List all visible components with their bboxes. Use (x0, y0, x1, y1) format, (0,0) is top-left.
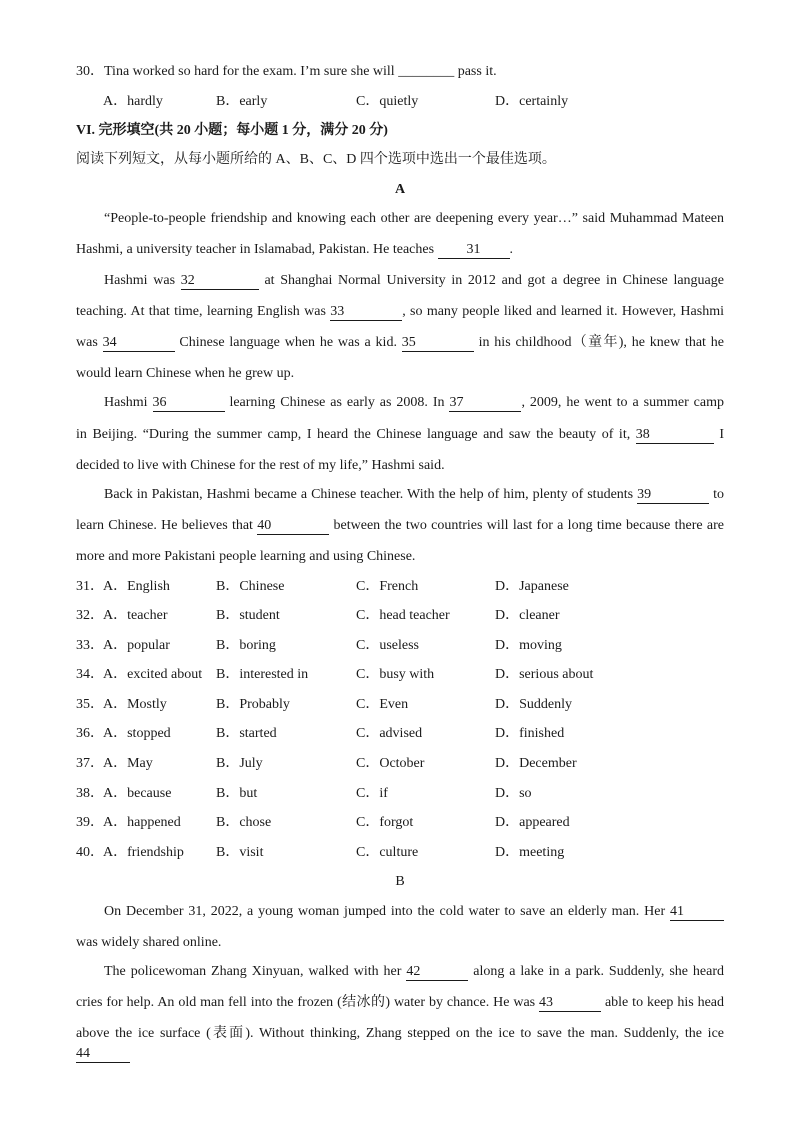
text-fragment: Hashmi, a university teacher in Islamabad, Pakistan. He teaches (76, 242, 438, 257)
blank-41: 41 (670, 904, 724, 921)
text-fragment: able to keep his head (601, 995, 724, 1010)
question-39 (76, 813, 736, 833)
passage-b-line-1 (104, 902, 724, 922)
text-fragment: to (709, 487, 725, 502)
section-instruction: 阅读下列短文，从每小题所给的 A、B、C、D 四个选项中选出一个最佳选项。 (76, 152, 556, 167)
question-38 (76, 784, 736, 804)
option-c: C．October (356, 756, 425, 771)
text-fragment: at Shanghai Normal University in 2012 and got a degree in Chinese language (258, 273, 724, 288)
q30-option-c: C．quietly (356, 94, 419, 109)
text-fragment: Hashmi was (104, 273, 181, 288)
option-b: B．started (216, 726, 277, 741)
passage-a-line-2 (76, 240, 513, 260)
text-fragment: in Beijing. “During the summer camp, I heard the Chinese language and saw the beauty of it, (76, 427, 636, 442)
option-b: B．interested in (216, 667, 309, 682)
question-33 (76, 636, 736, 656)
passage-a-line-12: more and more Pakistani people learning and using Chinese. (76, 549, 416, 564)
blank-37: 37 (449, 395, 521, 412)
option-b: B．Chinese (216, 579, 285, 594)
blank-32: 32 (181, 273, 259, 290)
q30-text-after: pass it. (454, 64, 497, 79)
text-fragment: in his childhood（童年), he knew that he (473, 335, 724, 350)
text-fragment: I (713, 427, 724, 442)
passage-a-line-3 (104, 271, 724, 291)
option-c: C．French (356, 579, 419, 594)
blank-35: 35 (402, 335, 474, 352)
option-a: A．May (103, 756, 153, 771)
text-fragment: learn Chinese. He believes that (76, 518, 258, 533)
option-d: D．cleaner (495, 608, 560, 623)
option-d: D．Japanese (495, 579, 569, 594)
q30-option-d: D．certainly (495, 94, 569, 109)
question-number: 32． (76, 608, 104, 623)
option-a: A．happened (103, 815, 181, 830)
passage-a-line-9: decided to live with Chinese for the rest of my life,” Hashmi said. (76, 458, 445, 473)
passage-b-line-4 (76, 993, 724, 1013)
passage-a-heading: A (394, 182, 406, 197)
option-b: B．July (216, 756, 263, 771)
option-d: D．Suddenly (495, 697, 572, 712)
question-number: 37． (76, 756, 104, 771)
question-number: 40． (76, 845, 104, 860)
passage-a-line-11 (76, 516, 724, 536)
text-fragment: Back in Pakistan, Hashmi became a Chinese teacher. With the help of him, plenty of students (104, 487, 638, 502)
question-34 (76, 665, 736, 685)
text-fragment: Chinese language when he was a kid. (174, 335, 402, 350)
option-d: D．meeting (495, 845, 565, 860)
text-fragment: , so many people liked and learned it. However, Hashmi (402, 304, 724, 319)
text-fragment: learning Chinese as early as 2008. In (224, 395, 450, 410)
passage-a-line-7 (104, 393, 724, 413)
passage-b-line-2: was widely shared online. (76, 935, 222, 950)
option-c: C．forgot (356, 815, 414, 830)
option-a: A．popular (103, 638, 170, 653)
option-b: B．visit (216, 845, 264, 860)
option-a: A．friendship (103, 845, 184, 860)
question-number: 35． (76, 697, 104, 712)
text-fragment: between the two countries will last for a long time because there are (329, 518, 724, 533)
question-number: 31． (76, 579, 104, 594)
blank-44: 44 (76, 1046, 130, 1063)
question-32 (76, 606, 736, 626)
option-b: B．but (216, 786, 258, 801)
passage-a-line-5 (76, 333, 724, 353)
option-c: C．culture (356, 845, 419, 860)
passage-a-line-10 (104, 485, 724, 505)
blank-43: 43 (539, 995, 601, 1012)
option-b: B．student (216, 608, 280, 623)
question-30-options (76, 92, 736, 112)
blank-36: 36 (153, 395, 225, 412)
text-fragment: , 2009, he went to a summer camp (521, 395, 724, 410)
option-c: C．advised (356, 726, 423, 741)
passage-b-line-5 (76, 1024, 724, 1061)
question-37 (76, 754, 736, 774)
passage-a-line-8 (76, 425, 724, 445)
option-c: C．useless (356, 638, 419, 653)
blank-39: 39 (637, 487, 709, 504)
question-number: 33． (76, 638, 104, 653)
question-number: 36． (76, 726, 104, 741)
q30-option-a: A．hardly (103, 94, 163, 109)
option-a: A．teacher (103, 608, 168, 623)
option-d: D．finished (495, 726, 565, 741)
text-fragment: . (509, 242, 514, 257)
question-36 (76, 724, 736, 744)
question-35 (76, 695, 736, 715)
q30-text-before: 30．Tina worked so hard for the exam. I’m sure she will (76, 64, 399, 79)
option-b: B．boring (216, 638, 276, 653)
text-fragment: Hashmi (104, 395, 153, 410)
option-c: C．head teacher (356, 608, 450, 623)
option-a: A．because (103, 786, 172, 801)
option-a: A．stopped (103, 726, 171, 741)
passage-a-line-4 (76, 302, 724, 322)
passage-b-line-3 (104, 962, 724, 982)
question-30-stem (76, 62, 497, 82)
option-d: D．appeared (495, 815, 570, 830)
option-c: C．Even (356, 697, 409, 712)
option-b: B．chose (216, 815, 272, 830)
blank-34: 34 (103, 335, 175, 352)
blank-31: 31 (438, 242, 510, 259)
text-fragment: was (76, 335, 103, 350)
text-fragment: On December 31, 2022, a young woman jumped into the cold water to save an elderly man. Her (104, 904, 670, 919)
option-d: D．December (495, 756, 577, 771)
question-number: 34． (76, 667, 104, 682)
question-40 (76, 843, 736, 863)
text-fragment: above the ice surface (表面). Without thinking, Zhang stepped on the ice to save the man. Suddenly, the ice (76, 1026, 724, 1041)
q30-blank: ________ (398, 64, 455, 79)
blank-33: 33 (330, 304, 402, 321)
option-a: A．excited about (103, 667, 203, 682)
option-c: C．busy with (356, 667, 435, 682)
text-fragment: The policewoman Zhang Xinyuan, walked with her (104, 964, 407, 979)
question-number: 39． (76, 815, 104, 830)
blank-40: 40 (257, 518, 329, 535)
passage-a-line-1: “People-to-people friendship and knowing each other are deepening every year…” said Muhammad Mateen (104, 211, 724, 226)
option-d: D．serious about (495, 667, 594, 682)
question-number: 38． (76, 786, 104, 801)
option-b: B．Probably (216, 697, 290, 712)
option-a: A．English (103, 579, 170, 594)
text-fragment: along a lake in a park. Suddenly, she heard (468, 964, 724, 979)
section-title: VI. 完形填空(共 20 小题；每小题 1 分，满分 20 分) (76, 123, 388, 138)
option-a: A．Mostly (103, 697, 167, 712)
passage-b-heading: B (395, 874, 405, 889)
blank-38: 38 (636, 427, 714, 444)
option-d: D．so (495, 786, 532, 801)
question-31 (76, 577, 736, 597)
text-fragment: cries for help. An old man fell into the frozen (结冰的) water by chance. He was (76, 995, 540, 1010)
q30-option-b: B．early (216, 94, 268, 109)
passage-a-line-6: would learn Chinese when he grew up. (76, 366, 295, 381)
blank-42: 42 (406, 964, 468, 981)
option-c: C．if (356, 786, 388, 801)
text-fragment: teaching. At that time, learning English was (76, 304, 331, 319)
option-d: D．moving (495, 638, 562, 653)
